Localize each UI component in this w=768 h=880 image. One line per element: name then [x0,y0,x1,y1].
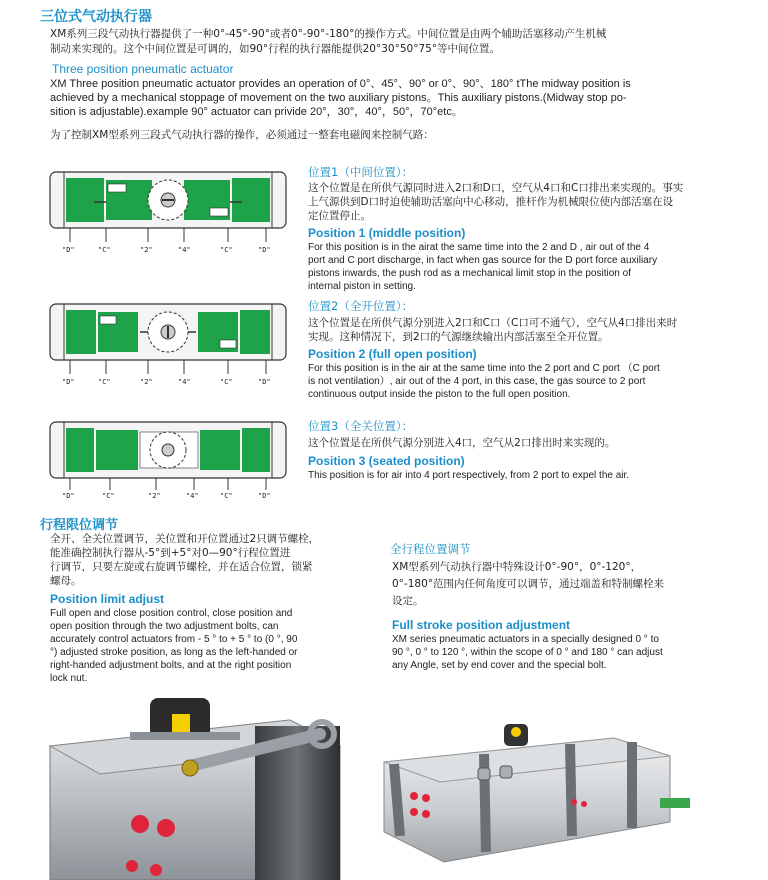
subtitle-en: Three position pneumatic actuator [52,62,234,76]
port-labels [62,378,271,386]
port-label: "C" [98,246,111,254]
fullstroke-cn-1: XM型系列气动执行器中特殊设计0°-90°，0°-120°， [392,561,642,573]
port-label: "4" [186,492,199,500]
pos2-en-head: Position 2 (full open position) [308,347,477,361]
aux-piston-right [240,310,270,354]
aux-piston-left [66,178,104,222]
pos2-en-2: is not ventilation）, air out of the 4 port, in this case, the gas source to 2 port [308,376,646,387]
fullstroke-en-head: Full stroke position adjustment [392,618,571,632]
air-port-red [131,815,149,833]
pos3-cn-1: 这个位置是在所供气源分别进入4口，空气从2口排出时来实现的。 [308,437,616,449]
port-label: "2" [140,246,153,254]
port-label: "C" [220,246,233,254]
intro-en-line-2: achieved by a mechanical stoppage of movement on the two auxiliary pistons。This auxiliary pistons.(Midway stop po- [50,92,627,104]
fullstroke-cn-2: 0°-180°范围内任何角度可以调节，通过端盖和特制螺栓来 [392,578,665,590]
pos1-cn-head: 位置1（中间位置）： [308,165,414,179]
limit-en-1: Full open and close position control, close position and [50,608,293,619]
control-note: 为了控制XM型系列三段式气动执行器的操作，必须通过一整套电磁阀来控制气路： [50,129,434,141]
pos1-cn-1: 这个位置是在所供气源同时进入2口和D口，空气从4口和C口排出来实现的。事实 [308,182,684,194]
port-label: "2" [140,378,153,386]
pos1-en-4: internal piston in setting. [308,281,416,292]
pos1-en-head: Position 1 (middle position) [308,226,466,240]
pos2-cn-1: 这个位置是在所供气源分别进入2口和C口（C口可不通气），空气从4口排出来时 [308,317,678,329]
piston-left [96,430,138,470]
port-label: "4" [178,378,191,386]
intro-en-line-3: sition is adjustable).example 90° actuator can privide 20°，30°，40°，50°，70°etc。 [50,106,463,118]
limit-cn-2: 能准确控制执行器从-5°到+5°对0—90°行程位置进 [50,547,291,559]
long-actuator-photo [374,712,694,880]
pos1-en-3: pistons inwards, the push rod as a mechanical limit stop in the position of [308,268,631,279]
port-labels [62,492,271,500]
port-label: "C" [98,378,111,386]
pos1-en-1: For this position is in the airat the same time into the 2 and D , air out of the 4 [308,242,650,253]
limit-en-3: accurately control actuators from - 5 ° to + 5 ° to (0 °, 90 [50,634,298,645]
pos1-cn-3: 定位置停止。 [308,210,371,222]
aux-piston-right [242,428,270,472]
pos3-en-head: Position 3 (seated position) [308,454,465,468]
limit-cn-1: 全开、全关位置调节，关位置和开位置通过2只调节螺栓， [50,533,320,545]
fullstroke-en-2: 90 °, 0 ° to 120 °, within the scope of 0 ° and 180 ° can adjust [392,647,663,658]
port-label: "D" [258,492,271,500]
port-label: "4" [178,246,191,254]
port-label: "2" [148,492,161,500]
actuator-with-wrench-photo [40,686,360,880]
port-label: "D" [258,378,271,386]
port-label: "D" [62,378,75,386]
diagram-position-1 [44,160,292,256]
pos2-cn-2: 实现。这种情况下，到2口的气源继续输出内部活塞至全开位置。 [308,331,609,343]
fullstroke-cn-head: 全行程位置调节 [390,542,471,556]
output-shaft [660,798,690,808]
diagram-position-3 [44,414,292,502]
pos3-cn-head: 位置3（全关位置）： [308,419,414,433]
limit-cn-4: 螺母。 [50,575,82,587]
pos3-en-1: This position is for air into 4 port respectively, from 2 port to expel the air. [308,470,630,481]
pos2-en-3: continuous output inside the piston to the full open position. [308,389,571,400]
limit-en-head: Position limit adjust [50,592,165,606]
aux-piston-left [66,310,96,354]
pos1-cn-2: 上气源供到D口时迫使辅助活塞向中心移动，推杆作为机械限位使内部活塞在设 [308,196,674,208]
fullstroke-en-3: any Angle, set by end cover and the special bolt. [392,660,607,671]
port-label: "C" [102,492,115,500]
intro-cn-line-1: XM系列三段气动执行器提供了一种0°-45°-90°或者0°-90°-180°的操作方式。中间位置是由两个辅助活塞移动产生机械 [50,28,607,40]
port-label: "D" [62,492,75,500]
port-labels [62,246,271,254]
limit-cn-3: 行调节，只要左旋或右旋调节螺栓，并在适合位置，锁紧 [50,561,313,573]
intro-cn-line-2: 制动来实现的。这个中间位置是可调的，如90°行程的执行器能提供20°30°50°75°等中间位置。 [50,43,501,55]
aux-piston-right [232,178,270,222]
fullstroke-cn-3: 设定。 [392,595,424,607]
port-label: "C" [220,378,233,386]
pos1-en-2: port and C port discharge, in fact when gas source for the D port force auxiliary [308,255,658,266]
fullstroke-en-1: XM series pneumatic actuators in a specially designed 0 ° to [392,634,659,645]
page-title: 三位式气动执行器 [40,9,152,25]
diagram-position-2 [44,294,292,390]
pos2-cn-head: 位置2（全开位置）： [308,299,414,313]
limit-en-2: open position through the two adjustment bolts, can [50,621,279,632]
limit-cn-head: 行程限位调节 [40,518,119,533]
piston-right [200,430,240,470]
pos2-en-1: For this position is in the air at the same time into the 2 port and C port （C port [308,363,660,374]
aux-piston-left [66,428,94,472]
air-port-red [157,819,175,837]
port-label: "C" [220,492,233,500]
limit-en-5: right-handed adjustment bolts, and at the right position [50,660,292,671]
port-label: "D" [62,246,75,254]
limit-en-6: lock nut. [50,673,88,684]
intro-en-line-1: XM Three position pneumatic actuator provides an operation of 0°、45°、90° or 0°、90°、180° tThe midway position is [50,78,631,90]
limit-en-4: °) adjusted stroke position, as long as the left-handed or [50,647,298,658]
port-label: "D" [258,246,271,254]
